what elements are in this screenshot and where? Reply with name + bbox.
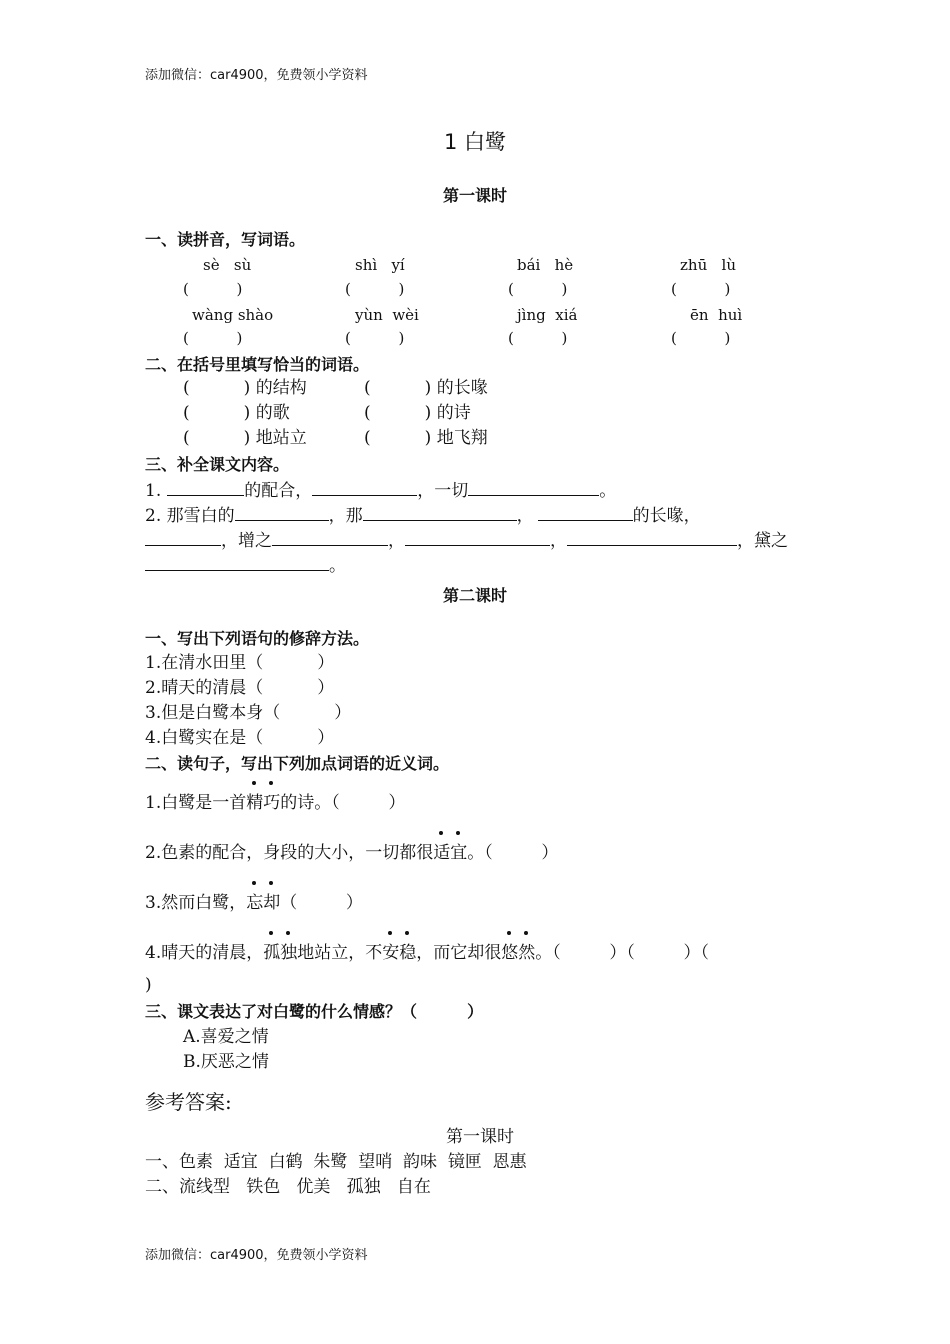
blank-line[interactable]	[405, 531, 550, 546]
header-note: 添加微信：car4900，免费领小学资料	[145, 68, 368, 83]
fill-blank-item[interactable]: ( ) 的诗	[364, 403, 471, 423]
synonym-sentence-4-wrap: )	[145, 975, 152, 995]
pinyin-jing-xia: jìng xiá	[517, 306, 578, 324]
fill-blank-item[interactable]: ( ) 的歌	[183, 403, 290, 423]
blank-line[interactable]	[468, 481, 599, 496]
pinyin-en-hui: ēn huì	[690, 306, 743, 324]
synonym-sentence-4[interactable]: 4.晴天的清晨， 孤独地站立，不 安稳，而它却很 悠然。（ ）（ ）（	[145, 945, 709, 962]
rhetoric-item[interactable]: 2.晴天的清晨（ ）	[145, 678, 335, 698]
answer-bracket[interactable]: ( )	[671, 329, 731, 347]
synonym-sentence-2[interactable]: 2.色素的配合，身段的大小，一切都很 适宜。（ ）	[145, 845, 558, 862]
pinyin-se-su: sè sù	[203, 256, 252, 274]
l2-q2-heading: 二、读句子，写出下列加点词语的近义词。	[145, 754, 450, 773]
blank-line[interactable]	[145, 556, 329, 571]
blank-line[interactable]	[567, 531, 737, 546]
option-b[interactable]: B.厌恶之情	[183, 1052, 269, 1072]
pinyin-bai-he: bái hè	[517, 256, 574, 274]
answer-line-1: 一、色素 适宜 白鹤 朱鹭 望哨 韵味 镜匣 恩惠	[145, 1152, 527, 1172]
l2-q1-heading: 一、写出下列语句的修辞方法。	[145, 629, 370, 648]
answers-heading: 参考答案:	[145, 1090, 232, 1114]
dotted-word: 孤独	[263, 943, 297, 963]
lesson1-heading: 第一课时	[442, 186, 507, 205]
answer-bracket[interactable]: ( )	[183, 329, 243, 347]
blank-line[interactable]	[272, 531, 388, 546]
fill-blank-item[interactable]: ( ) 的长喙	[364, 378, 488, 398]
complete-text-line-2: 2. 那雪白的 ，那 ， 的长喙，	[145, 506, 701, 526]
lesson2-heading: 第二课时	[442, 586, 507, 605]
blank-line[interactable]	[363, 506, 517, 521]
l1-q1-heading: 一、读拼音，写词语。	[145, 230, 306, 249]
dotted-word: 精巧	[246, 793, 280, 813]
answer-bracket[interactable]: ( )	[508, 280, 568, 298]
dotted-word: 适宜	[433, 843, 467, 863]
answer-bracket[interactable]: ( )	[671, 280, 731, 298]
dotted-word: 悠然	[501, 943, 535, 963]
answer-bracket[interactable]: ( )	[183, 280, 243, 298]
rhetoric-item[interactable]: 3.但是白鹭本身（ ）	[145, 703, 352, 723]
synonym-sentence-1[interactable]: 1.白鹭是一首 精巧的诗。（ ）	[145, 795, 405, 812]
complete-text-line-1: 1. 的配合， ，一切 。	[145, 481, 617, 501]
fill-blank-item[interactable]: ( ) 地飞翔	[364, 428, 488, 448]
pinyin-zhu-lu: zhū lù	[680, 256, 736, 274]
pinyin-shi-yi: shì yí	[355, 256, 405, 274]
blank-line[interactable]	[145, 531, 221, 546]
dotted-word: 安稳	[382, 943, 416, 963]
complete-text-line-4: 。	[145, 556, 346, 575]
blank-line[interactable]	[235, 506, 329, 521]
footer-note: 添加微信：car4900，免费领小学资料	[145, 1248, 368, 1263]
complete-text-line-3: ，增之 ， ， ，黛之	[145, 531, 788, 550]
answer-bracket[interactable]: ( )	[345, 329, 405, 347]
rhetoric-item[interactable]: 1.在清水田里（ ）	[145, 653, 335, 673]
answer-bracket[interactable]: ( )	[508, 329, 568, 347]
pinyin-wang-shao: wàng shào	[192, 306, 274, 324]
page-title: 1 白鹭	[443, 130, 507, 154]
answer-bracket[interactable]: ( )	[345, 280, 405, 298]
synonym-sentence-3[interactable]: 3.然而白鹭， 忘却（ ）	[145, 895, 363, 912]
answers-lesson1-heading: 第一课时	[446, 1127, 514, 1147]
rhetoric-item[interactable]: 4.白鹭实在是（ ）	[145, 728, 335, 748]
l1-q3-heading: 三、补全课文内容。	[145, 455, 290, 474]
blank-line[interactable]	[312, 481, 417, 496]
fill-blank-item[interactable]: ( ) 的结构	[183, 378, 307, 398]
answer-line-2: 二、流线型 铁色 优美 孤独 自在	[145, 1177, 431, 1197]
blank-line[interactable]	[167, 481, 244, 496]
l1-q2-heading: 二、在括号里填写恰当的词语。	[145, 355, 370, 374]
blank-line[interactable]	[538, 506, 633, 521]
pinyin-yun-wei: yùn wèi	[355, 306, 419, 324]
option-a[interactable]: A.喜爱之情	[183, 1027, 269, 1047]
l2-q3-heading: 三、课文表达了对白鹭的什么情感？（ ）	[145, 1002, 484, 1021]
dotted-word: 忘却	[246, 893, 280, 913]
fill-blank-item[interactable]: ( ) 地站立	[183, 428, 307, 448]
